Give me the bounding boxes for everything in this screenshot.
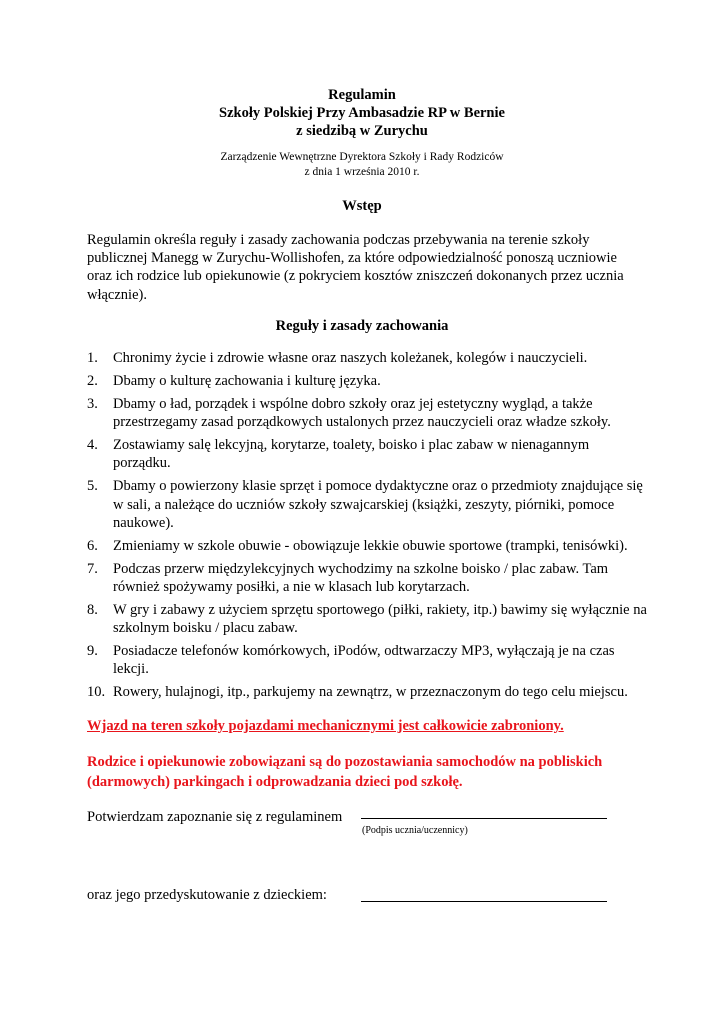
rules-list <box>87 349 647 706</box>
rule-number: 4. <box>87 437 98 454</box>
rule-text: Chronimy życie i zdrowie własne oraz naszych koleżanek, kolegów i nauczycieli. <box>113 350 588 366</box>
rule-item <box>87 349 647 367</box>
rule-number: 1. <box>87 350 98 366</box>
rule-text: Posiadacze telefonów komórkowych, iPodów, odtwarzaczy MP3, wyłączają je na czas lekcji. <box>113 643 615 678</box>
rule-text: Zmieniamy w szkole obuwie - obowiązuje lekkie obuwie sportowe (trampki, tenisówki). <box>113 537 628 554</box>
parking-notice: Rodzice i opiekunowie zobowiązani są do pozostawiania samochodów na pobliskich (darmowych) parkingach i odprowadzania dzieci pod szkołę. <box>87 754 603 790</box>
rule-item <box>87 436 647 472</box>
vehicle-ban-warning: Wjazd na teren szkoły pojazdami mechanicznymi jest całkowicie zabroniony. <box>87 718 564 734</box>
rule-number: 7. <box>87 560 98 577</box>
title-line-2: Szkoły Polskiej Przy Ambasadzie RP w Bernie <box>219 105 505 121</box>
rule-number: 3. <box>87 396 98 412</box>
rule-number: 2. <box>87 373 98 389</box>
rule-text: Dbamy o kulturę zachowania i kulturę języka. <box>113 373 381 389</box>
rule-text: Podczas przerw międzylekcyjnych wychodzimy na szkolne boisko / plac zabaw. Tam również spożywamy posiłki, a nie w klasach lub korytarzach. <box>113 560 609 596</box>
decree-info <box>0 150 724 179</box>
parent-signature-line <box>361 901 607 902</box>
rule-item <box>87 372 647 390</box>
document-title <box>0 86 724 140</box>
rule-item <box>87 642 647 678</box>
rule-text: Dbamy o powierzony klasie sprzęt i pomoce dydaktyczne oraz o przedmioty znajdujące się w sali, a należące do uczniów szkoły szwajcarskiej (książki, zeszyty, piórniki, pomoce naukowe). <box>113 478 643 531</box>
confirmation-label: Potwierdzam zapoznanie się z regulaminem <box>87 809 343 825</box>
rule-text: Rowery, hulajnogi, itp., parkujemy na zewnątrz, w przeznaczonym do tego celu miejscu. <box>113 684 628 701</box>
rule-number: 6. <box>87 537 98 554</box>
intro-heading: Wstęp <box>342 198 382 214</box>
title-line-1: Regulamin <box>328 87 396 103</box>
rule-item <box>87 560 647 596</box>
rule-item <box>87 683 647 701</box>
rules-heading: Reguły i zasady zachowania <box>275 318 449 334</box>
rule-item <box>87 395 647 431</box>
student-signature-caption: (Podpis ucznia/uczennicy) <box>362 825 468 836</box>
rule-text: W gry i zabawy z użyciem sprzętu sportowego (piłki, rakiety, itp.) bawimy się wyłącznie na szkolnym boisku / placu zabaw. <box>113 602 647 637</box>
rule-number: 9. <box>87 643 98 660</box>
rule-number: 10. <box>87 684 106 701</box>
rule-item <box>87 601 647 637</box>
student-signature-line <box>361 818 607 819</box>
rule-text: Zostawiamy salę lekcyjną, korytarze, toalety, boisko i plac zabaw w nienagannym porządku. <box>113 437 590 472</box>
decree-date: z dnia 1 września 2010 r. <box>304 165 420 178</box>
rule-number: 8. <box>87 602 98 619</box>
decree-line-1: Zarządzenie Wewnętrzne Dyrektora Szkoły i Rady Rodziców <box>220 151 504 163</box>
rule-text: Dbamy o ład, porządek i wspólne dobro szkoły oraz jej estetyczny wygląd, a także przestrzegamy zasad porządkowych ustalonych przez nauczycieli oraz władze szkoły. <box>113 396 611 431</box>
title-line-3: z siedzibą w Zurychu <box>296 123 428 139</box>
intro-paragraph: Regulamin określa reguły i zasady zachowania podczas przebywania na terenie szkoły publicznej Manegg w Zurychu-Wollishofen, za które odpowiedzialność ponoszą uczniowie oraz ich rodzice lub opiekunowie (z pokryciem kosztów zniszczeń dokonanych przez ucznia włącznie). <box>87 232 624 303</box>
rule-item <box>87 477 647 532</box>
rule-number: 5. <box>87 478 98 495</box>
discussion-label: oraz jego przedyskutowanie z dzieckiem: <box>87 887 327 903</box>
rule-item <box>87 537 647 555</box>
